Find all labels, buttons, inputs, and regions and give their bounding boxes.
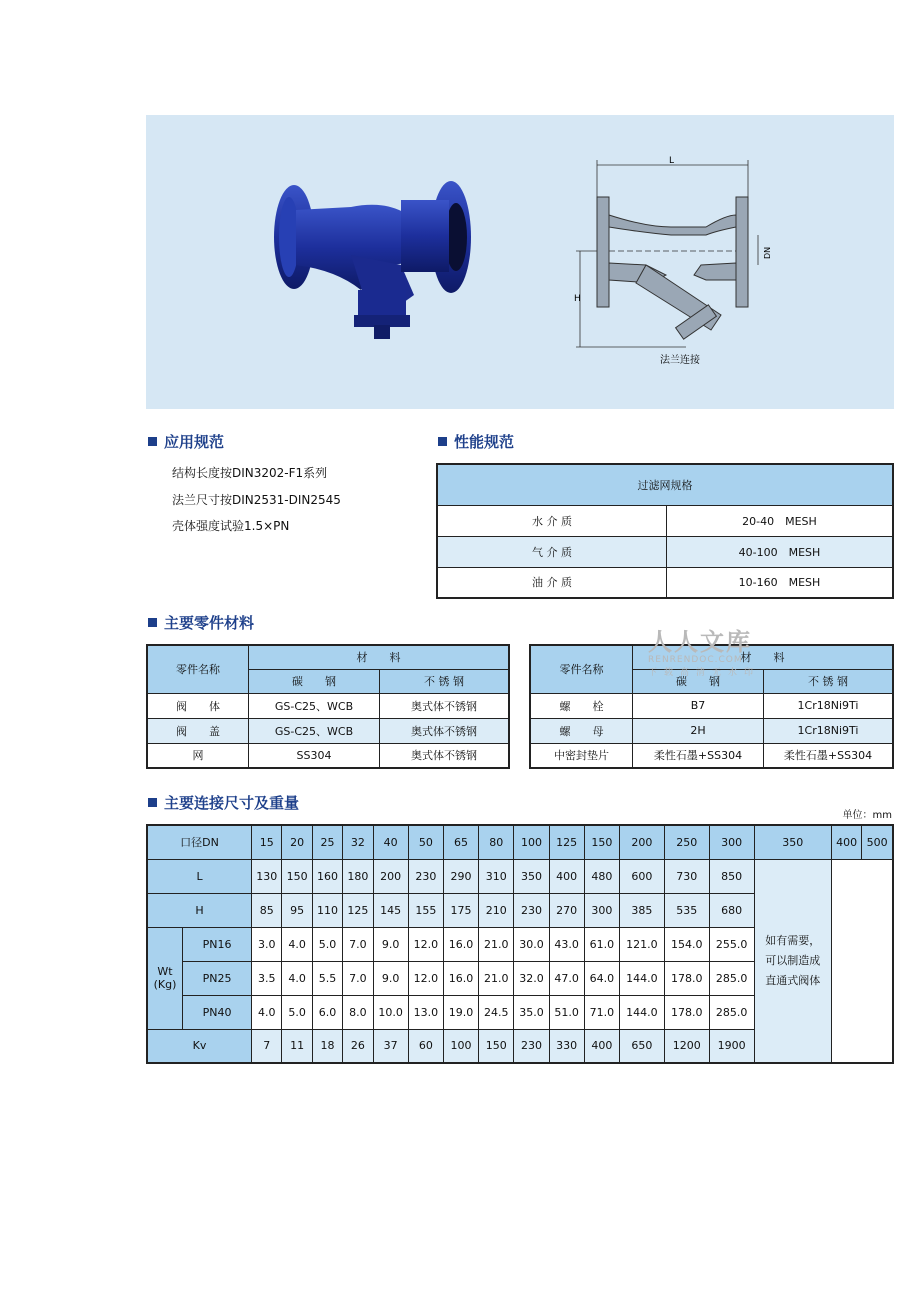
- table-cell: SS304: [249, 743, 380, 768]
- table-cell: 144.0: [619, 961, 664, 995]
- spec-line-2: 法兰尺寸按DIN2531-DIN2545: [172, 493, 341, 507]
- table-cell: 21.0: [479, 961, 514, 995]
- dim-label-L: L: [669, 156, 675, 166]
- table-cell: 32.0: [514, 961, 549, 995]
- table-cell: 200: [373, 859, 408, 893]
- row-header-H: H: [147, 893, 252, 927]
- table-cell: 网: [147, 743, 249, 768]
- table-cell: 200: [619, 825, 664, 859]
- table-cell: 9.0: [373, 927, 408, 961]
- custom-note-line: 如有需要，: [765, 933, 821, 947]
- dim-label-H: H: [574, 294, 581, 304]
- diagram-caption: 法兰连接: [660, 355, 700, 366]
- table-cell: 20-40 MESH: [667, 505, 894, 536]
- table-cell: 气 介 质: [437, 536, 667, 567]
- table-cell: 1200: [664, 1029, 709, 1063]
- table-cell: 21.0: [479, 927, 514, 961]
- dimensions-table: [146, 824, 894, 1064]
- table-cell: 30.0: [514, 927, 549, 961]
- table-header: 不 锈 钢: [380, 669, 510, 693]
- table-cell: 26: [343, 1029, 373, 1063]
- table-header: 零件名称: [147, 645, 249, 693]
- table-cell: 400: [831, 825, 861, 859]
- table-cell: 60: [408, 1029, 443, 1063]
- spec-line-3: 壳体强度试验1.5×PN: [172, 519, 290, 533]
- table-header: 材 料: [633, 645, 894, 669]
- table-cell: 奥式体不锈钢: [380, 718, 510, 743]
- section-application-title: 应用规范: [148, 431, 224, 452]
- wt-label: Wt: [157, 965, 173, 978]
- table-cell: 13.0: [408, 995, 443, 1029]
- table-cell: 3.0: [252, 927, 282, 961]
- table-cell: 20: [282, 825, 312, 859]
- watermark: [648, 622, 778, 678]
- table-cell: 9.0: [373, 961, 408, 995]
- row-header-kv: Kv: [147, 1029, 252, 1063]
- table-cell: 1Cr18Ni9Ti: [764, 718, 894, 743]
- table-cell: 7: [252, 1029, 282, 1063]
- table-cell: 100: [443, 1029, 478, 1063]
- table-cell: 7.0: [343, 927, 373, 961]
- table-cell: 310: [479, 859, 514, 893]
- table-cell: 1Cr18Ni9Ti: [764, 693, 894, 718]
- table-cell: 12.0: [408, 961, 443, 995]
- valve-section-drawing: [146, 115, 894, 409]
- table-cell: 柔性石墨+SS304: [633, 743, 764, 768]
- table-cell: 155: [408, 893, 443, 927]
- watermark-title: 人人文库: [648, 628, 752, 656]
- table-cell: 中密封垫片: [530, 743, 633, 768]
- row-header-pn16: PN16: [183, 927, 252, 961]
- wt-unit: (Kg): [153, 978, 177, 991]
- table-cell: 8.0: [343, 995, 373, 1029]
- table-cell: 40-100 MESH: [667, 536, 894, 567]
- table-cell: 18: [312, 1029, 342, 1063]
- bullet-square-icon: [148, 618, 157, 627]
- table-cell: 油 介 质: [437, 567, 667, 598]
- table-cell: 145: [373, 893, 408, 927]
- table-cell: 110: [312, 893, 342, 927]
- table-cell: 150: [584, 825, 619, 859]
- table-cell: 500: [862, 825, 893, 859]
- table-cell: 35.0: [514, 995, 549, 1029]
- table-cell: 10.0: [373, 995, 408, 1029]
- table-cell: 270: [549, 893, 584, 927]
- table-cell: 50: [408, 825, 443, 859]
- table-cell: 230: [514, 1029, 549, 1063]
- bullet-square-icon: [148, 437, 157, 446]
- unit-label: 单位：mm: [842, 810, 892, 821]
- table-cell: 阀 盖: [147, 718, 249, 743]
- table-cell: 290: [443, 859, 478, 893]
- table-cell: 95: [282, 893, 312, 927]
- table-cell: 400: [584, 1029, 619, 1063]
- table-cell: 400: [549, 859, 584, 893]
- table-cell: 230: [514, 893, 549, 927]
- row-header-pn25: PN25: [183, 961, 252, 995]
- spec-line-1: 结构长度按DIN3202-F1系列: [172, 466, 328, 480]
- table-cell: 255.0: [709, 927, 754, 961]
- table-cell: 650: [619, 1029, 664, 1063]
- bullet-square-icon: [438, 437, 447, 446]
- table-cell: 32: [343, 825, 373, 859]
- table-cell: 130: [252, 859, 282, 893]
- table-cell: 43.0: [549, 927, 584, 961]
- table-cell: 10-160 MESH: [667, 567, 894, 598]
- table-cell: 柔性石墨+SS304: [764, 743, 894, 768]
- dim-label-DN: DN: [763, 246, 772, 259]
- table-cell: 600: [619, 859, 664, 893]
- table-cell: 230: [408, 859, 443, 893]
- table-header: 不 锈 钢: [764, 669, 894, 693]
- table-cell: 250: [664, 825, 709, 859]
- table-cell: 7.0: [343, 961, 373, 995]
- row-header-dn: 口径DN: [147, 825, 252, 859]
- table-cell: 1900: [709, 1029, 754, 1063]
- table-cell: 64.0: [584, 961, 619, 995]
- table-cell: 3.5: [252, 961, 282, 995]
- table-cell: B7: [633, 693, 764, 718]
- table-cell: 4.0: [282, 927, 312, 961]
- section-dimensions-title: 主要连接尺寸及重量: [148, 792, 299, 813]
- table-cell: 5.0: [282, 995, 312, 1029]
- table-cell: 480: [584, 859, 619, 893]
- table-cell: 螺 母: [530, 718, 633, 743]
- custom-note-line: 直通式阀体: [765, 973, 821, 987]
- table-cell: GS-C25、WCB: [249, 693, 380, 718]
- row-header-wt: [147, 927, 183, 1029]
- table-cell: 850: [709, 859, 754, 893]
- table-cell: 16.0: [443, 961, 478, 995]
- table-cell: 15: [252, 825, 282, 859]
- mesh-spec-table: [436, 463, 894, 599]
- table-cell: 奥式体不锈钢: [380, 743, 510, 768]
- table-cell: 65: [443, 825, 478, 859]
- table-cell: 150: [479, 1029, 514, 1063]
- table-cell: 11: [282, 1029, 312, 1063]
- table-cell: 2H: [633, 718, 764, 743]
- table-header: 碳 钢: [633, 669, 764, 693]
- table-cell: 阀 体: [147, 693, 249, 718]
- table-cell: 144.0: [619, 995, 664, 1029]
- section-performance-title: 性能规范: [438, 431, 514, 452]
- table-cell: 285.0: [709, 961, 754, 995]
- table-cell: 51.0: [549, 995, 584, 1029]
- table-cell: 350: [754, 825, 831, 859]
- table-cell: 154.0: [664, 927, 709, 961]
- table-cell: 4.0: [252, 995, 282, 1029]
- table-cell: 37: [373, 1029, 408, 1063]
- table-cell: 350: [514, 859, 549, 893]
- table-cell: 285.0: [709, 995, 754, 1029]
- product-banner: [146, 115, 894, 409]
- row-header-L: L: [147, 859, 252, 893]
- table-cell: 6.0: [312, 995, 342, 1029]
- table-cell: 125: [343, 893, 373, 927]
- table-cell: 5.5: [312, 961, 342, 995]
- section-materials-title: 主要零件材料: [148, 612, 254, 633]
- mesh-table-title: 过滤网规格: [437, 464, 893, 505]
- table-cell: 5.0: [312, 927, 342, 961]
- table-cell: 25: [312, 825, 342, 859]
- table-header: 零件名称: [530, 645, 633, 693]
- table-cell: 180: [343, 859, 373, 893]
- custom-note: [754, 859, 831, 1063]
- table-cell: 300: [709, 825, 754, 859]
- table-cell: 奥式体不锈钢: [380, 693, 510, 718]
- table-cell: 125: [549, 825, 584, 859]
- table-cell: 24.5: [479, 995, 514, 1029]
- table-cell: 680: [709, 893, 754, 927]
- table-cell: 水 介 质: [437, 505, 667, 536]
- table-cell: 16.0: [443, 927, 478, 961]
- table-cell: 210: [479, 893, 514, 927]
- row-header-pn40: PN40: [183, 995, 252, 1029]
- table-cell: 730: [664, 859, 709, 893]
- table-header: 材 料: [249, 645, 510, 669]
- table-cell: GS-C25、WCB: [249, 718, 380, 743]
- table-cell: 100: [514, 825, 549, 859]
- table-cell: 80: [479, 825, 514, 859]
- custom-note-line: 可以制造成: [765, 953, 821, 967]
- table-cell: 40: [373, 825, 408, 859]
- table-cell: 535: [664, 893, 709, 927]
- table-header: 碳 钢: [249, 669, 380, 693]
- table-cell: 螺 栓: [530, 693, 633, 718]
- table-cell: 330: [549, 1029, 584, 1063]
- table-cell: 178.0: [664, 995, 709, 1029]
- table-cell: 61.0: [584, 927, 619, 961]
- table-cell: 71.0: [584, 995, 619, 1029]
- watermark-slogan: 下载高清无水印: [648, 668, 761, 678]
- table-cell: 300: [584, 893, 619, 927]
- bullet-square-icon: [148, 798, 157, 807]
- table-cell: 178.0: [664, 961, 709, 995]
- table-cell: 385: [619, 893, 664, 927]
- table-cell: 4.0: [282, 961, 312, 995]
- table-cell: 12.0: [408, 927, 443, 961]
- table-cell: 47.0: [549, 961, 584, 995]
- table-cell: 175: [443, 893, 478, 927]
- table-cell: 85: [252, 893, 282, 927]
- materials-table-left: [146, 644, 510, 769]
- table-cell: 160: [312, 859, 342, 893]
- table-cell: 150: [282, 859, 312, 893]
- watermark-domain: RENRENDOC.COM: [648, 655, 743, 665]
- table-cell: 121.0: [619, 927, 664, 961]
- table-cell: 19.0: [443, 995, 478, 1029]
